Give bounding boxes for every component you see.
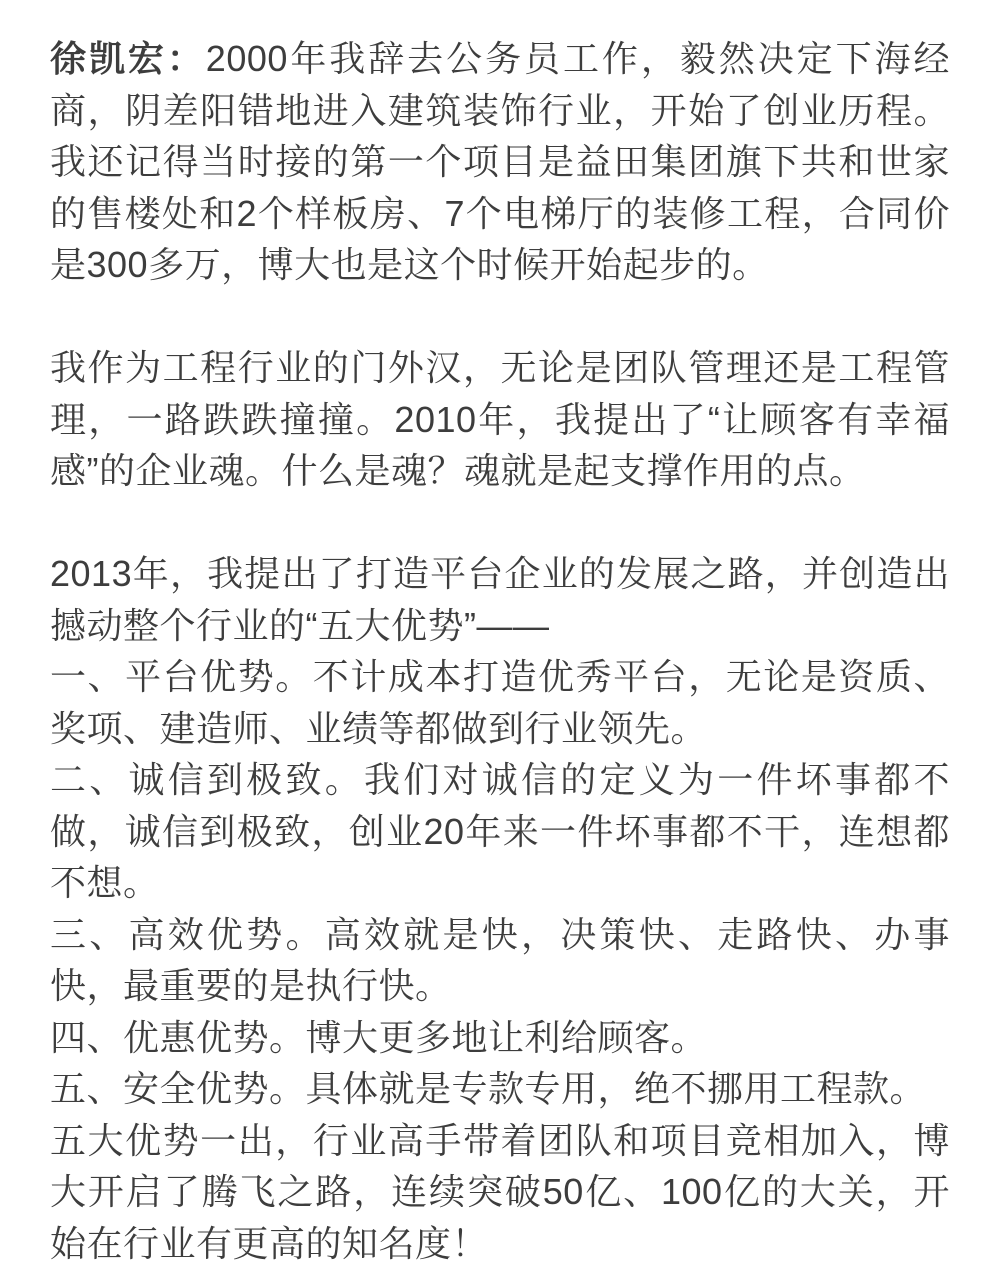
advantage-item-platform: 一、平台优势。不计成本打造优秀平台，无论是资质、奖项、建造师、业绩等都做到行业领先。 [50, 656, 950, 749]
paragraph-startup-story-text: 2000年我辞去公务员工作，毅然决定下海经商，阴差阳错地进入建筑装饰行业，开始了创业历程。我还记得当时接的第一个项目是益田集团旗下共和世家的售楼处和2个样板房、7个电梯厅的装修工程，合同价是300多万，博大也是这个时候开始起步的。 [50, 38, 950, 285]
advantage-item-efficiency: 三、高效优势。高效就是快，决策快、走路快、办事快，最重要的是执行快。 [50, 913, 950, 1006]
advantage-item-integrity: 二、诚信到极致。我们对诚信的定义为一件坏事都不做，诚信到极致，创业20年来一件坏事都不干，连想都不想。 [50, 759, 950, 903]
paragraph-enterprise-soul: 我作为工程行业的门外汉，无论是团队管理还是工程管理，一路跌跌撞撞。2010年，我提出了“让顾客有幸福感”的企业魂。什么是魂？魂就是起支撑作用的点。 [50, 347, 950, 491]
paragraph-startup-story [50, 33, 950, 291]
five-advantages-intro: 2013年，我提出了打造平台企业的发展之路，并创造出撼动整个行业的“五大优势”—— [50, 553, 950, 646]
paragraph-five-advantages [50, 548, 950, 1269]
advantage-item-discount: 四、优惠优势。博大更多地让利给顾客。 [50, 1016, 708, 1058]
five-advantages-closing: 五大优势一出，行业高手带着团队和项目竞相加入，博大开启了腾飞之路，连续突破50亿、100亿的大关，开始在行业有更高的知名度！ [50, 1119, 950, 1264]
advantage-item-safety: 五、安全优势。具体就是专款专用，绝不挪用工程款。 [50, 1068, 927, 1109]
speaker-name: 徐凯宏： [50, 38, 206, 79]
